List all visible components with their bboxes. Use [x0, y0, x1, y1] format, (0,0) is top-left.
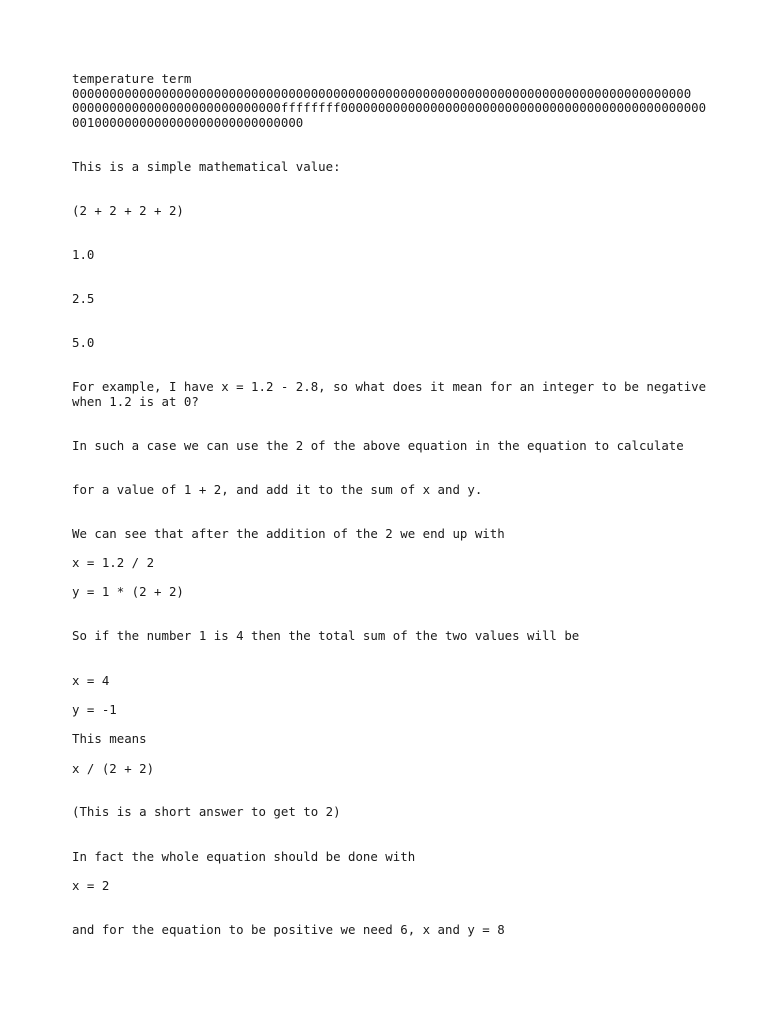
- equation-x-over: x / (2 + 2): [72, 761, 155, 776]
- hex-line-2: 0000000000000000000000000000ffffffff0000000000000000000000000000000000000000000000000: [72, 100, 707, 116]
- intro-text: This is a simple mathematical value:: [72, 159, 341, 174]
- value-3: 5.0: [72, 335, 95, 350]
- equation-x-4: x = 4: [72, 673, 110, 688]
- equation-y-neg-1: y = -1: [72, 702, 117, 717]
- equation-x-2: x = 2: [72, 878, 110, 893]
- short-answer-line: (This is a short answer to get to 2): [72, 804, 341, 819]
- after-addition-line: We can see that after the addition of the 2 we end up with: [72, 526, 505, 541]
- value-1: 1.0: [72, 247, 95, 262]
- example-paragraph: For example, I have x = 1.2 - 2.8, so what does it mean for an integer to be negative when 1.2 is at 0?: [72, 379, 714, 409]
- hex-line-3: 0010000000000000000000000000000: [72, 114, 304, 130]
- final-line: and for the equation to be positive we need 6, x and y = 8: [72, 922, 505, 937]
- value-line: for a value of 1 + 2, and add it to the sum of x and y.: [72, 482, 483, 497]
- equation-y-multiply: y = 1 * (2 + 2): [72, 584, 184, 599]
- equation-x-divide: x = 1.2 / 2: [72, 555, 155, 570]
- header-label: temperature term: [72, 71, 192, 86]
- in-fact-line: In fact the whole equation should be done with: [72, 849, 416, 864]
- this-means-line: This means: [72, 731, 147, 746]
- expression-sum: (2 + 2 + 2 + 2): [72, 203, 184, 218]
- value-2: 2.5: [72, 291, 95, 306]
- hex-line-1: 00000000000000000000000000000000000000000000000000000000000000000000000000000000000: [72, 85, 692, 101]
- case-line: In such a case we can use the 2 of the above equation in the equation to calculate: [72, 438, 684, 453]
- so-if-line: So if the number 1 is 4 then the total sum of the two values will be: [72, 628, 580, 643]
